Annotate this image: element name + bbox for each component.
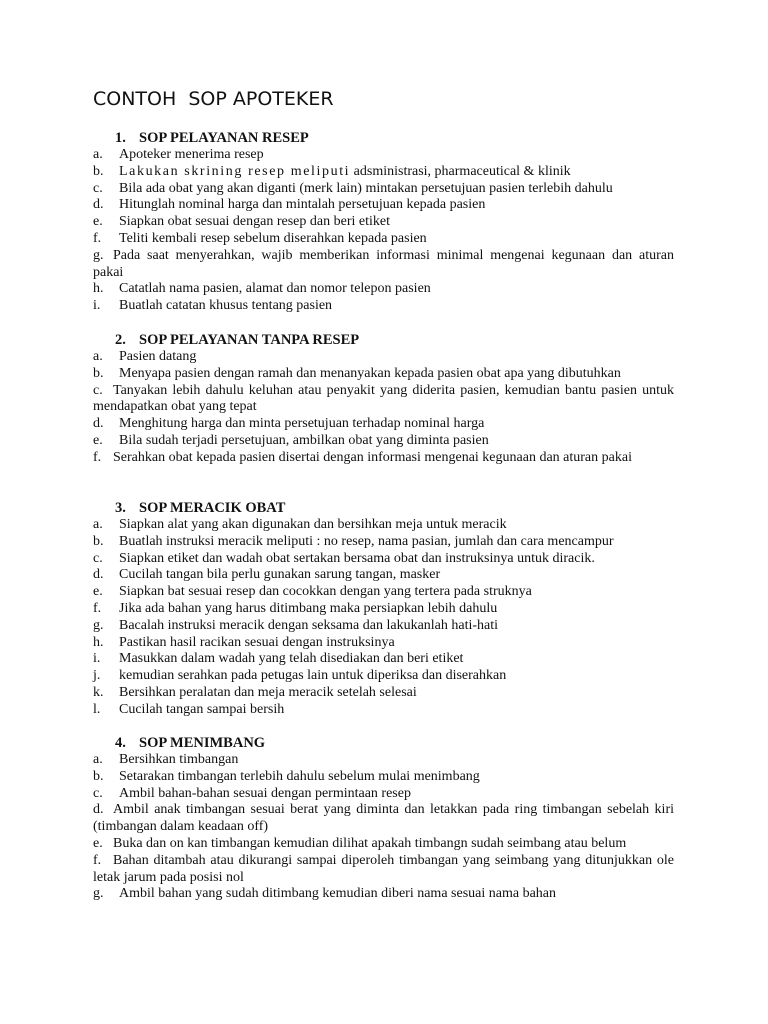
- list-item: [93, 433, 674, 450]
- item-text: Jika ada bahan yang harus ditimbang maka persiapkan lebih dahulu: [119, 600, 498, 616]
- list-item: [93, 752, 674, 769]
- list-item: [93, 601, 674, 618]
- list-item: [93, 702, 674, 719]
- item-text: Siapkan alat yang akan digunakan dan bersihkan meja untuk meracik: [119, 517, 507, 532]
- item-text: Teliti kembali resep sebelum diserahkan kepada pasien: [119, 230, 427, 246]
- document-title: CONTOH SOP APOTEKER: [93, 88, 334, 110]
- list-item: [93, 685, 674, 702]
- section-title: SOP MENIMBANG: [139, 735, 266, 751]
- item-text: Bila ada obat yang akan diganti (merk lain) mintakan persetujuan pasien terlebih dahulu: [119, 180, 613, 196]
- item-text: Bahan ditambah atau dikurangi sampai diperoleh timbangan yang seimbang yang ditunjukkan ole letak jarum pada posisi nol: [93, 852, 674, 885]
- item-text: Pastikan hasil racikan sesuai dengan instruksinya: [119, 634, 395, 650]
- item-marker: a.: [93, 752, 103, 767]
- item-marker: b.: [93, 365, 104, 381]
- item-marker: e.: [93, 432, 103, 448]
- item-text: Pada saat menyerahkan, wajib memberikan informasi minimal mengenai kegunaan dan aturan pakai: [93, 247, 674, 280]
- list-item: [93, 517, 674, 534]
- item-marker: b.: [93, 163, 104, 179]
- list-item: [93, 281, 674, 298]
- list-item: [93, 853, 674, 887]
- section-pelayanan-tanpa-resep: [93, 332, 674, 467]
- item-marker: d.: [93, 197, 104, 213]
- item-text: Menyapa pasien dengan ramah dan menanyakan kepada pasien obat apa yang dibutuhkan: [119, 365, 621, 381]
- list-item: [93, 769, 674, 786]
- item-text: Lakukan skrining resep meliputi: [119, 163, 351, 179]
- item-marker: l.: [93, 701, 101, 717]
- item-marker: h.: [93, 281, 104, 297]
- item-text: Ambil bahan yang sudah ditimbang kemudian diberi nama sesuai nama bahan: [119, 886, 556, 902]
- section-number: 1.: [115, 130, 126, 146]
- section-menimbang: [93, 735, 674, 903]
- list-item: [93, 147, 674, 164]
- list-item: [93, 416, 674, 433]
- item-marker: a.: [93, 349, 103, 364]
- item-text: Buatlah catatan khusus tentang pasien: [119, 298, 333, 314]
- item-text: Ambil bahan-bahan sesuai dengan permintaan resep: [119, 785, 411, 801]
- list-item: [93, 214, 674, 231]
- item-text: Siapkan bat sesuai resep dan cocokkan dengan yang tertera pada struknya: [119, 584, 532, 600]
- item-marker: e.: [93, 835, 103, 851]
- item-marker: g.: [93, 886, 104, 902]
- list-item: [93, 836, 674, 853]
- item-marker: g.: [93, 617, 104, 633]
- list-item: [93, 181, 674, 198]
- item-text: Bila sudah terjadi persetujuan, ambilkan obat yang diminta pasien: [119, 432, 489, 448]
- item-marker: f.: [93, 230, 102, 246]
- list-item: [93, 651, 674, 668]
- item-marker: e.: [93, 584, 103, 600]
- list-item: [93, 366, 674, 383]
- list-item: [93, 534, 674, 551]
- section-number: 2.: [115, 332, 126, 348]
- section-number: 4.: [115, 735, 126, 751]
- section-heading: [93, 735, 674, 752]
- item-marker: h.: [93, 634, 104, 650]
- item-text: Bersihkan peralatan dan meja meracik setelah selesai: [119, 684, 417, 700]
- list-item: [93, 802, 674, 836]
- item-marker: a.: [93, 517, 103, 532]
- item-marker: d.: [93, 567, 104, 583]
- item-marker: j.: [93, 668, 101, 684]
- list-item: [93, 298, 674, 315]
- section-title: SOP PELAYANAN TANPA RESEP: [139, 332, 360, 348]
- list-item: [93, 248, 674, 282]
- item-text: Buka dan on kan timbangan kemudian dilihat apakah timbangn sudah seimbang atau belum: [113, 835, 627, 851]
- item-marker: f.: [93, 852, 102, 868]
- item-marker: f.: [93, 449, 102, 465]
- item-text: Tanyakan lebih dahulu keluhan atau penyakit yang diderita pasien, kemudian bantu pasien untuk mendapatkan obat yang tepat: [93, 382, 674, 415]
- list-item: [93, 164, 674, 181]
- list-item: [93, 668, 674, 685]
- item-marker: d.: [93, 802, 104, 818]
- item-marker: c.: [93, 382, 103, 398]
- section-title: SOP MERACIK OBAT: [139, 500, 286, 516]
- item-marker: i.: [93, 651, 101, 667]
- list-item: [93, 349, 674, 366]
- item-marker: a.: [93, 147, 103, 162]
- list-item: [93, 551, 674, 568]
- item-text: Siapkan etiket dan wadah obat sertakan bersama obat dan instruksinya untuk diracik.: [119, 550, 595, 566]
- list-item: [93, 383, 674, 417]
- section-heading: [93, 500, 674, 517]
- item-text: Pasien datang: [119, 349, 197, 364]
- item-marker: b.: [93, 533, 104, 549]
- section-number: 3.: [115, 500, 126, 516]
- item-marker: c.: [93, 180, 103, 196]
- item-marker: d.: [93, 416, 104, 432]
- section-heading: [93, 332, 674, 349]
- item-marker: f.: [93, 600, 102, 616]
- section-title: SOP PELAYANAN RESEP: [139, 130, 309, 146]
- item-marker: e.: [93, 214, 103, 230]
- list-item: [93, 231, 674, 248]
- item-text: Cucilah tangan sampai bersih: [119, 701, 285, 717]
- item-marker: c.: [93, 550, 103, 566]
- list-item: [93, 618, 674, 635]
- item-marker: k.: [93, 684, 104, 700]
- section-meracik-obat: [93, 500, 674, 719]
- item-text: Siapkan obat sesuai dengan resep dan beri etiket: [119, 214, 390, 230]
- section-heading: [93, 130, 674, 147]
- item-text: Menghitung harga dan minta persetujuan terhadap nominal harga: [119, 416, 485, 432]
- section-pelayanan-resep: [93, 130, 674, 315]
- item-marker: i.: [93, 298, 101, 314]
- item-text: Catatlah nama pasien, alamat dan nomor telepon pasien: [119, 281, 431, 297]
- list-item: [93, 197, 674, 214]
- list-item: [93, 567, 674, 584]
- item-text: kemudian serahkan pada petugas lain untuk diperiksa dan diserahkan: [119, 668, 507, 684]
- item-text: Bacalah instruksi meracik dengan seksama dan lakukanlah hati-hati: [119, 617, 499, 633]
- list-item: [93, 786, 674, 803]
- item-text: Ambil anak timbangan sesuai berat yang diminta dan letakkan pada ring timbangan sebelah kiri (timbangan dalam keadaan off): [93, 802, 674, 835]
- item-text: Cucilah tangan bila perlu gunakan sarung tangan, masker: [119, 567, 441, 583]
- item-text: Bersihkan timbangan: [119, 752, 239, 767]
- item-text-continued: adsministrasi, pharmaceutical & klinik: [350, 163, 571, 179]
- item-text: Buatlah instruksi meracik meliputi : no resep, nama pasian, jumlah dan cara mencampur: [119, 533, 614, 549]
- item-text: Setarakan timbangan terlebih dahulu sebelum mulai menimbang: [119, 768, 480, 784]
- list-item: [93, 450, 674, 467]
- list-item: [93, 635, 674, 652]
- item-marker: b.: [93, 768, 104, 784]
- item-marker: g.: [93, 247, 104, 263]
- list-item: [93, 584, 674, 601]
- item-marker: c.: [93, 785, 103, 801]
- item-text: Hitunglah nominal harga dan mintalah persetujuan kepada pasien: [119, 197, 486, 213]
- item-text: Serahkan obat kepada pasien disertai dengan informasi mengenai kegunaan dan aturan pakai: [113, 449, 632, 465]
- item-text: Apoteker menerima resep: [119, 147, 264, 162]
- list-item: [93, 886, 674, 903]
- item-text: Masukkan dalam wadah yang telah disediakan dan beri etiket: [119, 651, 464, 667]
